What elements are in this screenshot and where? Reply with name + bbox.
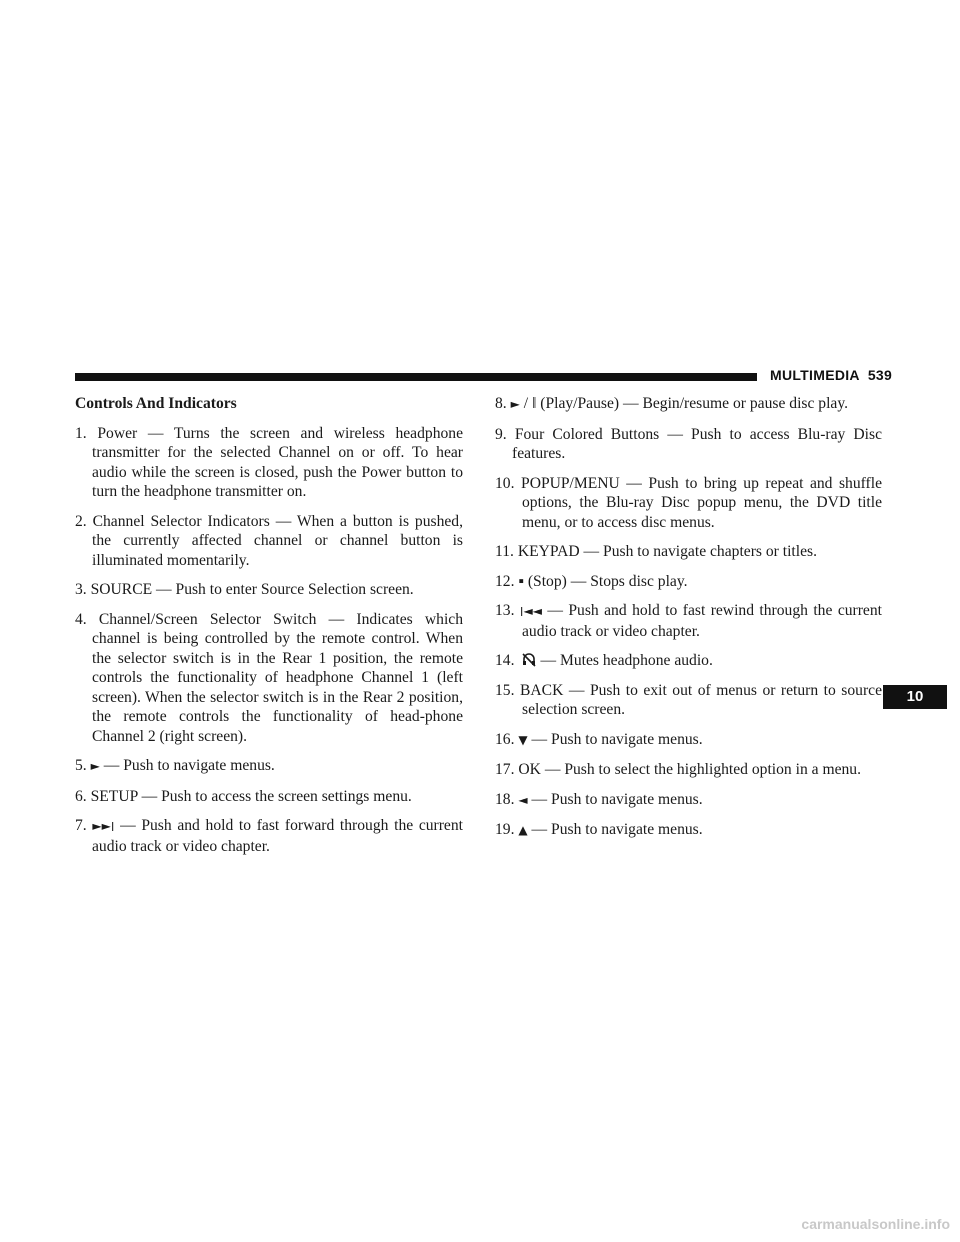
list-item: 6. SETUP — Push to access the screen settings menu. xyxy=(75,787,412,805)
running-head xyxy=(770,367,900,383)
watermark: carmanualsonline.info xyxy=(801,1216,950,1232)
list-item: 15. BACK — Push to exit out of menus or return to source selection screen. xyxy=(495,681,883,718)
right-column xyxy=(495,394,882,851)
left-arrow-icon: ◄ xyxy=(518,792,528,807)
list-item: 16. ▼ — Push to navigate menus. xyxy=(495,730,703,748)
list-item: 11. KEYPAD — Push to navigate chapters or titles. xyxy=(495,543,817,560)
up-arrow-icon: ▲ xyxy=(518,823,528,837)
chapter-tab: 10 xyxy=(883,685,947,709)
list-item: 14. — Mutes headphone audio. xyxy=(495,652,713,669)
section-title: MULTIMEDIA xyxy=(770,367,860,383)
left-column xyxy=(75,394,463,866)
mute-headphone-icon xyxy=(521,652,537,668)
list-item: 17. OK — Push to select the highlighted option in a menu. xyxy=(495,761,861,778)
list-item: 5. ► — Push to navigate menus. xyxy=(75,757,275,774)
list-item: 8. ► / ‖ (Play/Pause) — Begin/resume or pause disc play. xyxy=(495,395,849,412)
fast-forward-icon: ►►׀ xyxy=(92,819,115,833)
page-number: 539 xyxy=(867,367,893,383)
list-item: 12. ▪ (Stop) — Stops disc play. xyxy=(495,572,688,590)
list-item: 13. ׀◄◄ — Push and hold to fast rewind through the current audio track or video chapter. xyxy=(495,602,882,640)
down-arrow-icon: ▼ xyxy=(518,732,528,747)
list-item: 18. ◄ — Push to navigate menus. xyxy=(495,790,703,808)
list-item: 9. Four Colored Buttons — Push to access Blu-ray Disc features. xyxy=(495,425,882,462)
list-item: 19. ▲ — Push to navigate menus. xyxy=(495,821,703,838)
list-item: 2. Channel Selector Indicators — When a button is pushed, the currently affected channel or channel button is illuminated momentarily. xyxy=(75,512,463,569)
right-arrow-icon: ► xyxy=(90,759,100,773)
play-icon: ► xyxy=(510,397,520,411)
list-item: 4. Channel/Screen Selector Switch — Indicates which channel is being controlled by the remote control. When the selector switch is in the Rear 1 position, the remote controls the functionality of headphone Channel 1 (left screen). When the selector switch is in the Rear 2 position, the remote controls the functionality of head-phone Channel 2 (right screen). xyxy=(75,610,463,745)
list-item: 3. SOURCE — Push to enter Source Selection screen. xyxy=(75,581,414,598)
header-rule xyxy=(75,373,757,381)
section-heading: Controls And Indicators xyxy=(75,395,237,412)
rewind-icon: ׀◄◄ xyxy=(519,604,542,618)
list-item: 1. Power — Turns the screen and wireless headphone transmitter for the selected Channel on or off. To hear audio while the screen is closed, push the Power button to turn the headphone transmitter on. xyxy=(75,424,464,500)
list-item: 7. ►►׀ — Push and hold to fast forward through the current audio track or video chapter. xyxy=(75,817,463,855)
list-item: 10. POPUP/MENU — Push to bring up repeat and shuffle options, the Blu-ray Disc popup menu, the DVD title menu, or to access disc menus. xyxy=(495,474,882,531)
